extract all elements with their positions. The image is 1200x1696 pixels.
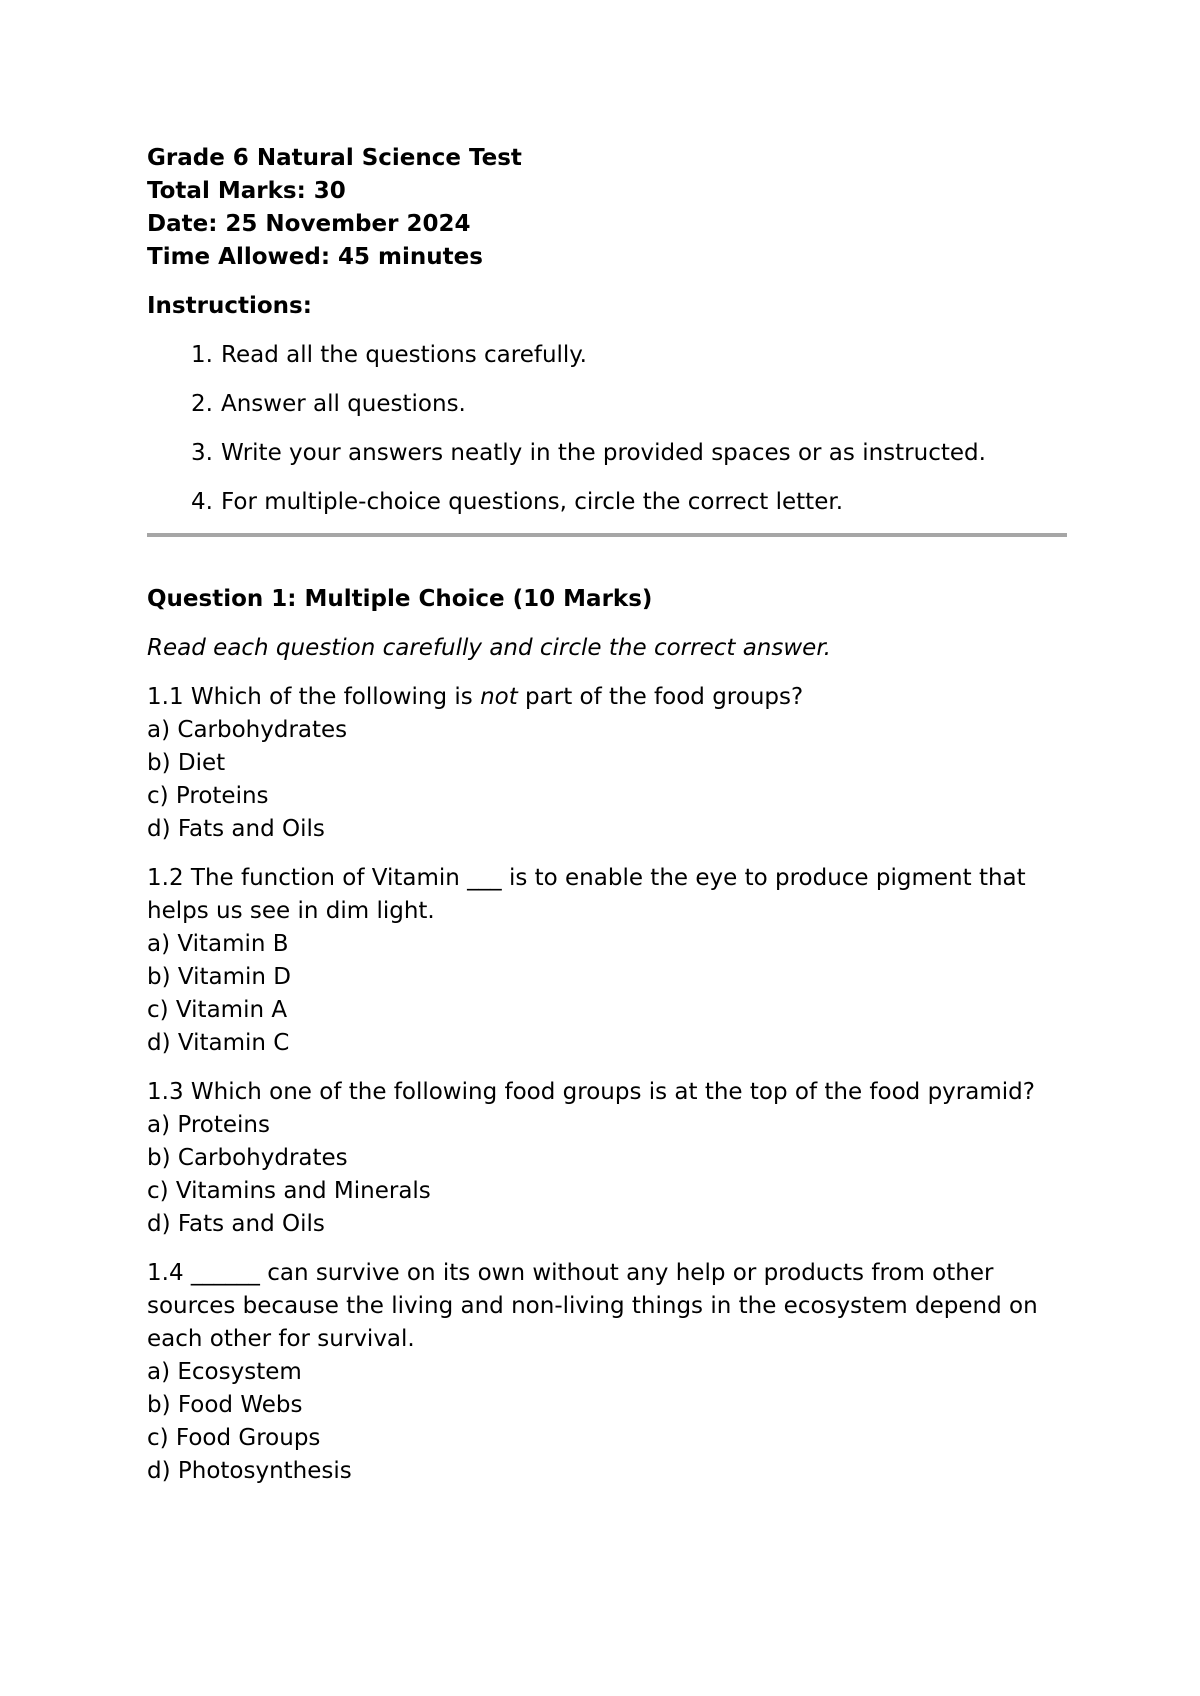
question-1-instruction: Read each question carefully and circle the correct answer.	[147, 635, 831, 661]
question-text: 1.4 ______ can survive on its own without any help or products from other sources because the living and non-living things in the ecosystem depend on each other for survival.	[147, 1260, 1038, 1352]
question-text	[147, 681, 1067, 714]
answer-option-b[interactable]: b) Vitamin D	[147, 964, 292, 990]
answer-option-a[interactable]: a) Proteins	[147, 1112, 270, 1138]
question-text-suffix: part of the food groups?	[517, 684, 804, 710]
instruction-number: 4.	[191, 489, 213, 515]
question-1-1	[147, 681, 1067, 846]
answer-option-d[interactable]: d) Photosynthesis	[147, 1458, 352, 1484]
total-marks: Total Marks: 30	[147, 178, 346, 204]
instruction-number: 3.	[191, 440, 213, 466]
question-1-2	[147, 862, 1067, 1060]
answer-option-c[interactable]: c) Vitamins and Minerals	[147, 1178, 431, 1204]
instruction-number: 1.	[191, 342, 213, 368]
answer-option-c[interactable]: c) Vitamin A	[147, 997, 288, 1023]
test-title: Grade 6 Natural Science Test	[147, 145, 522, 171]
question-1-3	[147, 1076, 1067, 1241]
question-text-prefix: 1.1 Which of the following is	[147, 684, 481, 710]
question-text: 1.2 The function of Vitamin ___ is to enable the eye to produce pigment that helps us see in dim light.	[147, 865, 1026, 924]
answer-option-d[interactable]: d) Fats and Oils	[147, 1211, 325, 1237]
test-document	[147, 142, 1067, 1488]
answer-option-a[interactable]: a) Vitamin B	[147, 931, 289, 957]
instruction-text: Answer all questions.	[221, 391, 466, 417]
answer-option-b[interactable]: b) Diet	[147, 750, 226, 776]
instructions-heading: Instructions:	[147, 293, 312, 319]
question-1-heading: Question 1: Multiple Choice (10 Marks)	[147, 586, 653, 612]
question-text: 1.3 Which one of the following food groups is at the top of the food pyramid?	[147, 1079, 1035, 1105]
horizontal-divider	[147, 533, 1067, 537]
instruction-text: Read all the questions carefully.	[221, 342, 587, 368]
answer-option-b[interactable]: b) Food Webs	[147, 1392, 303, 1418]
answer-option-d[interactable]: d) Vitamin C	[147, 1030, 290, 1056]
answer-option-b[interactable]: b) Carbohydrates	[147, 1145, 348, 1171]
answer-option-c[interactable]: c) Food Groups	[147, 1425, 321, 1451]
instruction-item	[147, 486, 1067, 519]
instruction-item	[147, 339, 1067, 372]
instruction-item	[147, 437, 1067, 470]
instruction-item	[147, 388, 1067, 421]
test-date: Date: 25 November 2024	[147, 211, 471, 237]
answer-option-a[interactable]: a) Ecosystem	[147, 1359, 302, 1385]
answer-option-d[interactable]: d) Fats and Oils	[147, 816, 325, 842]
instruction-number: 2.	[191, 391, 213, 417]
time-allowed: Time Allowed: 45 minutes	[147, 244, 483, 270]
instructions-list	[147, 339, 1067, 519]
answer-option-c[interactable]: c) Proteins	[147, 783, 269, 809]
instruction-text: For multiple-choice questions, circle the correct letter.	[221, 489, 843, 515]
question-text-emphasis: not	[480, 684, 518, 710]
instruction-text: Write your answers neatly in the provided spaces or as instructed.	[221, 440, 986, 466]
answer-option-a[interactable]: a) Carbohydrates	[147, 717, 348, 743]
question-1-4	[147, 1257, 1067, 1488]
